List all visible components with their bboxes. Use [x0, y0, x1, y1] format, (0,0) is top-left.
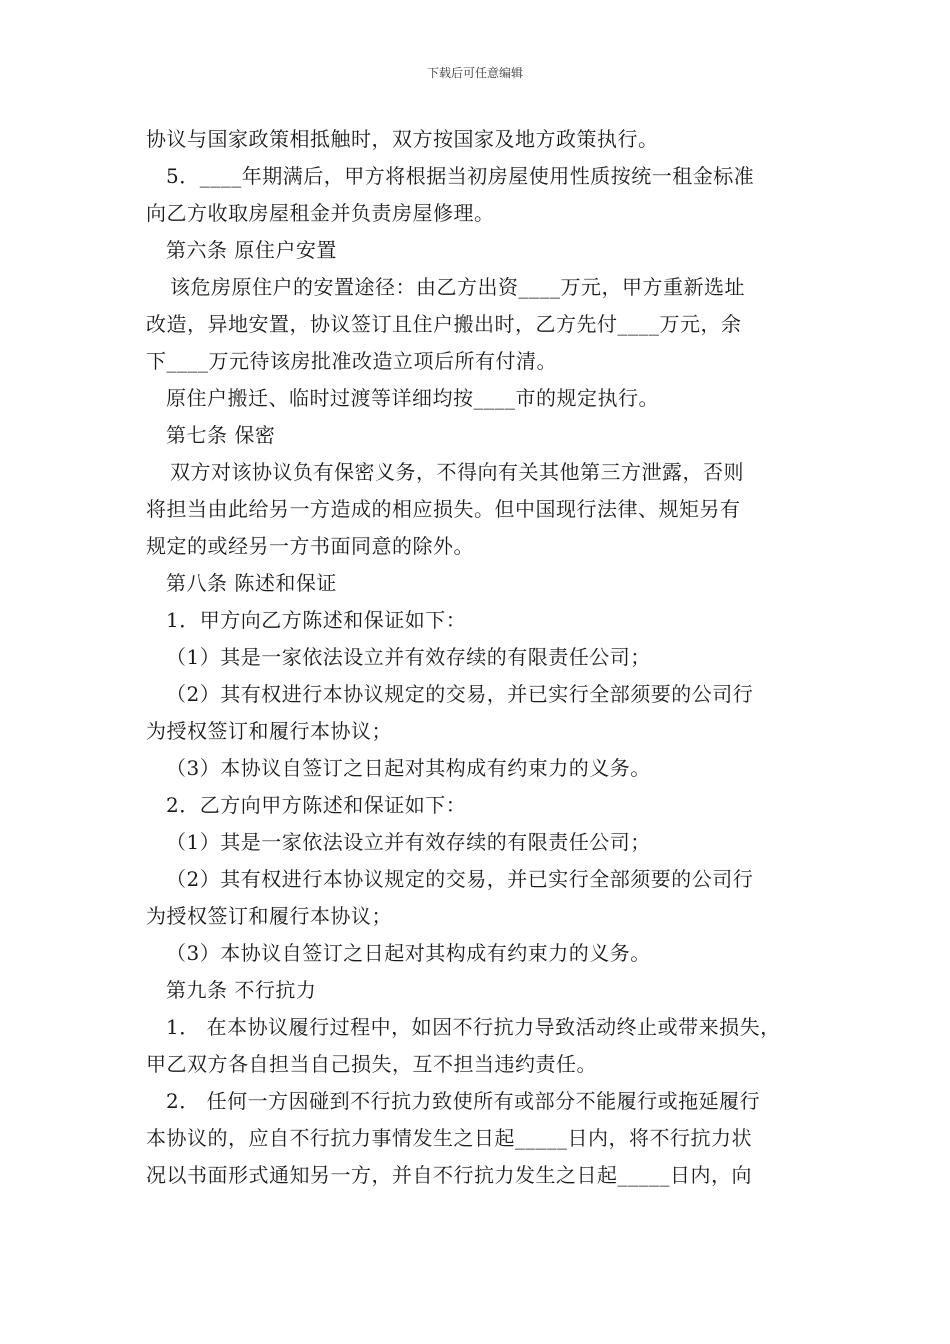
text-line: 2．乙方向甲方陈述和保证如下：: [166, 793, 467, 817]
text-line: 协议与国家政策相抵触时，双方按国家及地方政策执行。: [146, 127, 659, 151]
text-line: （1）其是一家依法设立并有效存续的有限责任公司；: [166, 830, 651, 854]
text-line: （3）本协议自签订之日起对其构成有约束力的义务。: [166, 941, 651, 965]
text-line: 5．____年期满后，甲方将根据当初房屋使用性质按统一租金标准: [166, 164, 755, 188]
text-line: 下____万元待该房批准改造立项后所有付清。: [146, 349, 557, 373]
text-line: 向乙方收取房屋租金并负责房屋修理。: [146, 201, 495, 225]
text-line: 为授权签订和履行本协议；: [146, 904, 392, 928]
text-line: （1）其是一家依法设立并有效存续的有限责任公司；: [166, 645, 651, 669]
text-line: 为授权签订和履行本协议；: [146, 719, 392, 743]
text-line: （3）本协议自签订之日起对其构成有约束力的义务。: [166, 756, 651, 780]
text-line: 原住户搬迁、临时过渡等详细均按____市的规定执行。: [166, 386, 659, 410]
text-line: 1．甲方向乙方陈述和保证如下：: [166, 608, 467, 632]
text-line: 第八条 陈述和保证: [166, 571, 337, 595]
text-line: 本协议的，应自不行抗力事情发生之日起_____日内，将不行抗力状: [146, 1126, 752, 1150]
text-line: 况以书面形式通知另一方，并自不行抗力发生之日起_____日内，向: [146, 1163, 752, 1187]
text-line: 改造，异地安置，协议签订且住户搬出时，乙方先付____万元，余: [146, 312, 742, 336]
text-line: 该危房原住户的安置途径：由乙方出资____万元，甲方重新选址: [170, 275, 745, 299]
text-line: 甲乙双方各自担当自己损失，互不担当违约责任。: [146, 1052, 597, 1076]
text-line: 双方对该协议负有保密义务，不得向有关其他第三方泄露，否则: [170, 460, 744, 484]
document-body: [146, 121, 808, 1194]
text-line: 第九条 不行抗力: [166, 978, 317, 1002]
text-line: 2． 任何一方因碰到不行抗力致使所有或部分不能履行或拖延履行: [166, 1089, 761, 1113]
text-line: （2）其有权进行本协议规定的交易，并已实行全部须要的公司行: [166, 867, 754, 891]
page-header: 下载后可任意编辑: [426, 66, 523, 80]
text-line: 第六条 原住户安置: [166, 238, 337, 262]
text-line: （2）其有权进行本协议规定的交易，并已实行全部须要的公司行: [166, 682, 754, 706]
text-line: 1． 在本协议履行过程中，如因不行抗力导致活动终止或带来损失，: [166, 1015, 781, 1039]
text-line: 第七条 保密: [166, 423, 276, 447]
text-line: 规定的或经另一方书面同意的除外。: [146, 534, 474, 558]
text-line: 将担当由此给另一方造成的相应损失。但中国现行法律、规矩另有: [146, 497, 741, 521]
